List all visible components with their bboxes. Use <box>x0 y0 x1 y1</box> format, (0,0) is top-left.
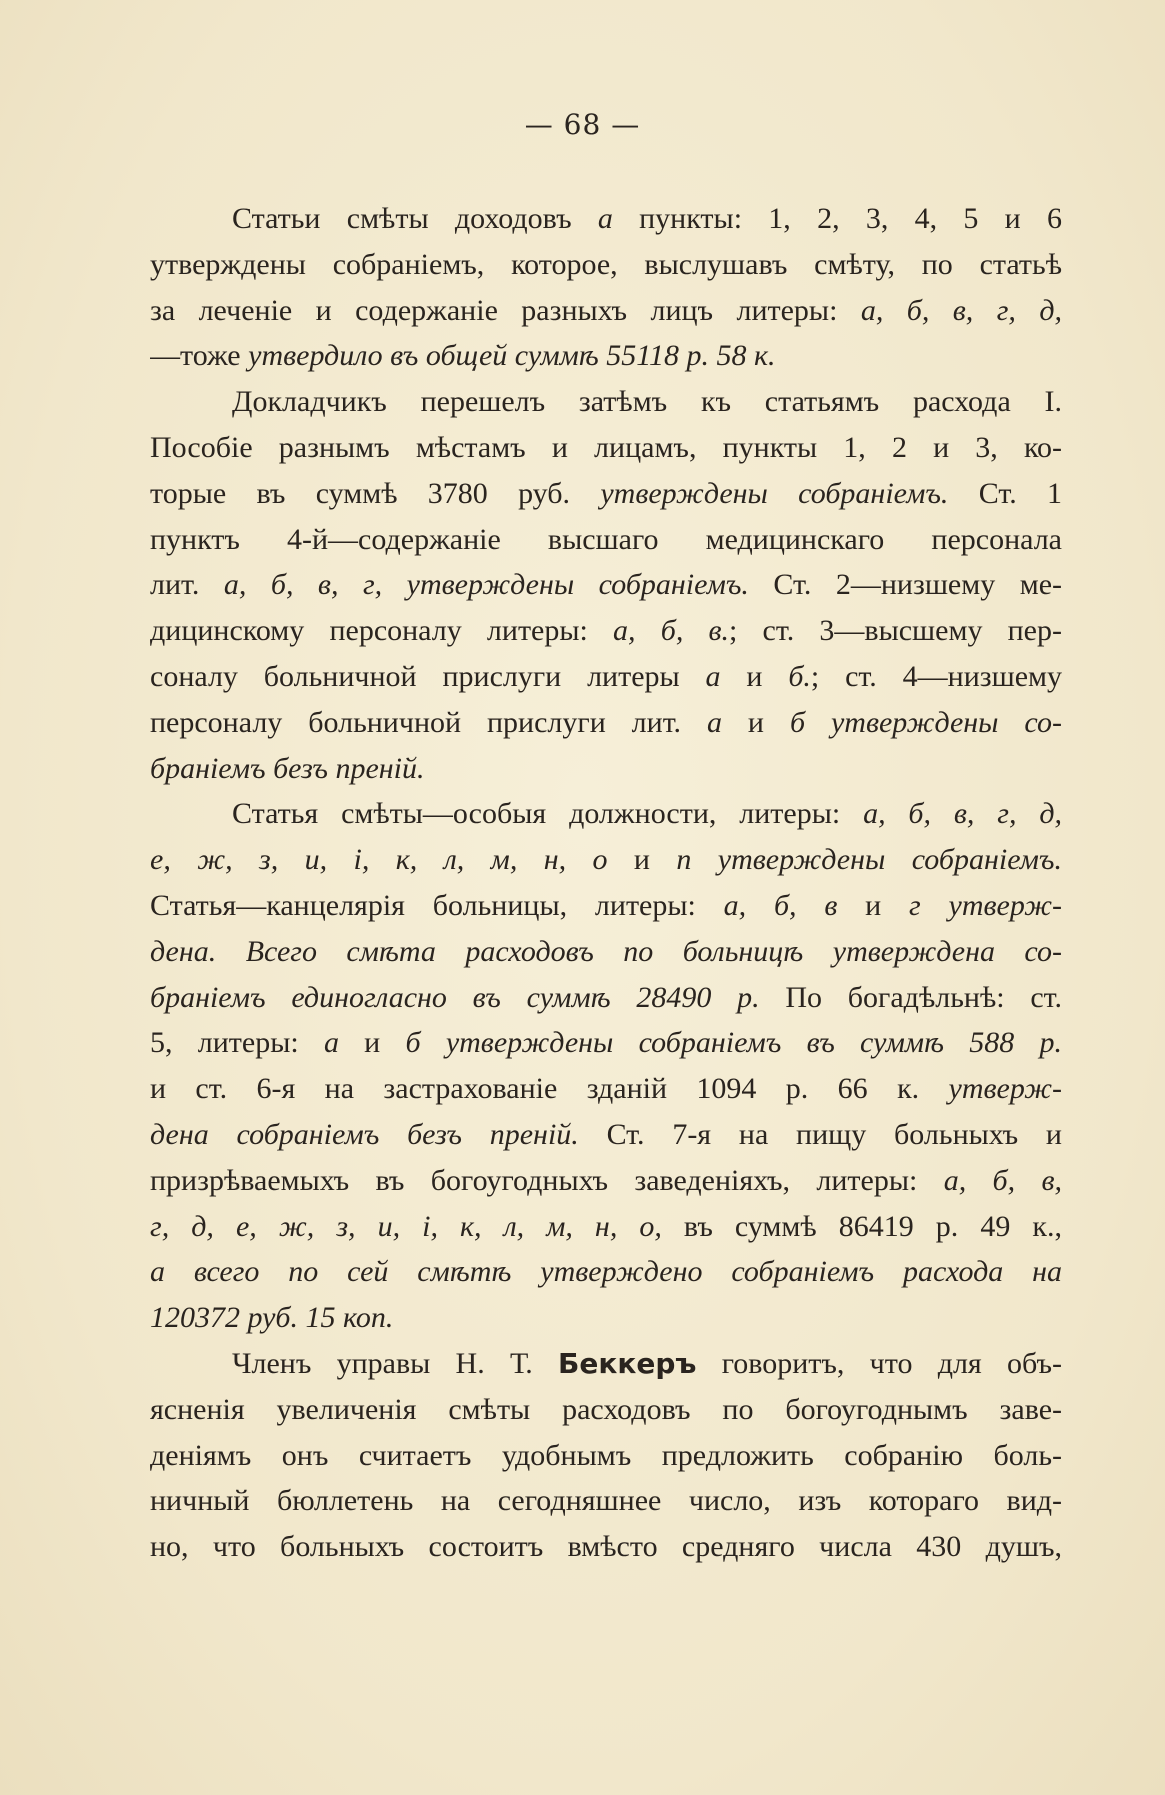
text-segment: пункты: 1, 2, 3, 4, 5 и 6 <box>612 202 1062 235</box>
text-line <box>150 1295 1062 1341</box>
text-line <box>150 1524 1062 1570</box>
italic-text: 120372 руб. 15 коп. <box>150 1301 394 1335</box>
text-line <box>150 562 1062 608</box>
italic-text: дена. Всего смѣта расходовъ по больницѣ утверждена со- <box>150 934 1062 968</box>
text-segment: въ суммѣ 86419 р. 49 к., <box>661 1209 1062 1243</box>
page-number: — 68 — <box>524 108 641 141</box>
text-segment: Ст. 2—низшему ме- <box>748 568 1062 602</box>
text-segment: ; ст. 3—высшему пер- <box>729 614 1062 648</box>
italic-text: дена собраніемъ безъ преній. <box>150 1117 579 1151</box>
italic-text: а, б, в, г, утверждены собраніемъ. <box>223 568 749 602</box>
text-segment: —тоже <box>150 339 249 373</box>
text-segment: По богадѣльнѣ: ст. <box>759 980 1062 1014</box>
text-line <box>150 700 1062 746</box>
text-segment: и <box>338 1026 406 1060</box>
text-segment: и <box>722 705 790 739</box>
italic-text: а, б, в <box>723 888 838 922</box>
text-segment: но, что больныхъ состоитъ вмѣсто средняго числа 430 душъ, <box>150 1530 1062 1564</box>
text-line <box>150 1249 1062 1295</box>
text-segment: ; ст. 4—низшему <box>810 659 1062 693</box>
italic-text: б утверждены со- <box>789 705 1062 739</box>
text-line <box>150 1204 1062 1250</box>
text-line <box>150 975 1062 1021</box>
text-line <box>150 1020 1062 1066</box>
text-segment: дицинскому персоналу литеры: <box>150 614 614 648</box>
text-line <box>150 517 1062 563</box>
italic-text: утвердило въ общей суммѣ 55118 р. 58 к. <box>248 339 776 373</box>
text-line <box>150 608 1062 654</box>
italic-text: б. <box>788 659 811 693</box>
text-line <box>150 1158 1062 1204</box>
text-line <box>150 1341 1062 1387</box>
text-segment: говоритъ, что для объ- <box>696 1346 1062 1380</box>
text-segment: ясненія увеличенія смѣты расходовъ по богоугоднымъ заве- <box>150 1392 1062 1426</box>
text-line <box>150 379 1062 425</box>
text-segment: утверждены собраніемъ, которое, выслушавъ смѣту, по статьѣ <box>150 247 1062 281</box>
italic-text: а, б, в, <box>943 1163 1062 1197</box>
italic-text: утверж- <box>948 1072 1062 1106</box>
text-line <box>150 883 1062 929</box>
text-line <box>150 425 1062 471</box>
italic-text: г утверж- <box>909 888 1062 922</box>
italic-text: п утверждены собраніемъ. <box>676 843 1062 877</box>
text-line <box>150 654 1062 700</box>
text-segment: Ст. 1 <box>948 476 1062 510</box>
italic-text: браніемъ единогласно въ суммѣ 28490 р. <box>150 980 760 1014</box>
text-line <box>150 196 1062 242</box>
bold-text: Беккеръ <box>558 1346 697 1380</box>
text-segment: и <box>607 843 677 877</box>
text-segment: за леченіе и содержаніе разныхъ лицъ литеры: <box>150 293 861 327</box>
text-line <box>150 333 1062 379</box>
text-line <box>150 929 1062 975</box>
text-segment: деніямъ онъ считаетъ удобнымъ предложить собранію боль- <box>150 1438 1062 1472</box>
text-line <box>150 1387 1062 1433</box>
italic-text: г, д, е, ж, з, и, і, к, л, м, н, о, <box>150 1209 662 1243</box>
text-segment: Ст. 7-я на пищу больныхъ и <box>578 1117 1062 1151</box>
text-segment: пунктъ 4-й—содержаніе высшаго медицинскаго персонала <box>150 522 1062 556</box>
text-segment: и <box>837 888 910 922</box>
text-segment: призрѣваемыхъ въ богоугодныхъ заведеніяхъ, литеры: <box>150 1163 944 1197</box>
text-segment: Докладчикъ перешелъ затѣмъ къ статьямъ расхода I. <box>232 385 1062 419</box>
text-line <box>150 1066 1062 1112</box>
italic-text: браніемъ безъ преній. <box>150 751 425 785</box>
text-segment: и <box>720 659 789 693</box>
italic-text: а, б, в. <box>613 614 730 648</box>
text-segment: соналу больничной прислуги литеры <box>150 659 706 693</box>
text-segment: Пособіе разнымъ мѣстамъ и лицамъ, пункты 1, 2 и 3, ко- <box>150 430 1062 464</box>
text-segment: Статьи смѣты доходовъ <box>232 202 598 235</box>
text-line <box>150 242 1062 288</box>
text-segment: и ст. 6-я на застрахованіе зданій 1094 р. 66 к. <box>150 1072 949 1106</box>
italic-text: а <box>705 659 721 693</box>
text-line <box>150 746 1062 792</box>
italic-text: утверждены собраніемъ. <box>600 476 949 510</box>
text-line <box>150 1478 1062 1524</box>
italic-text: а <box>707 705 722 739</box>
italic-text: б утверждены собраніемъ въ суммѣ 588 р. <box>405 1026 1062 1060</box>
text-line <box>150 288 1062 334</box>
italic-text: а, б, в, г, д, <box>860 293 1062 327</box>
italic-text: а <box>597 202 613 235</box>
text-segment: персоналу больничной прислуги лит. <box>150 705 707 739</box>
text-line <box>150 1433 1062 1479</box>
text-segment: 5, литеры: <box>150 1026 324 1060</box>
text-line <box>150 837 1062 883</box>
text-segment: лит. <box>150 568 224 602</box>
italic-text: е, ж, з, и, і, к, л, м, н, о <box>150 843 608 877</box>
text-line <box>150 471 1062 517</box>
text-line <box>150 791 1062 837</box>
text-line <box>150 1112 1062 1158</box>
italic-text: а <box>323 1026 339 1060</box>
text-segment: ничный бюллетень на сегодняшнее число, изъ котораго вид- <box>150 1484 1062 1518</box>
italic-text: а всего по сей смѣтѣ утверждено собраніемъ расхода на <box>150 1255 1062 1289</box>
italic-text: а, б, в, г, д, <box>863 797 1062 831</box>
body-text <box>150 196 1062 1570</box>
text-segment: Статья—канцелярія больницы, литеры: <box>150 888 724 922</box>
text-segment: Членъ управы Н. Т. <box>232 1346 559 1380</box>
text-segment: Статья смѣты—особыя должности, литеры: <box>232 797 864 831</box>
text-segment: торые въ суммѣ 3780 руб. <box>150 476 601 510</box>
